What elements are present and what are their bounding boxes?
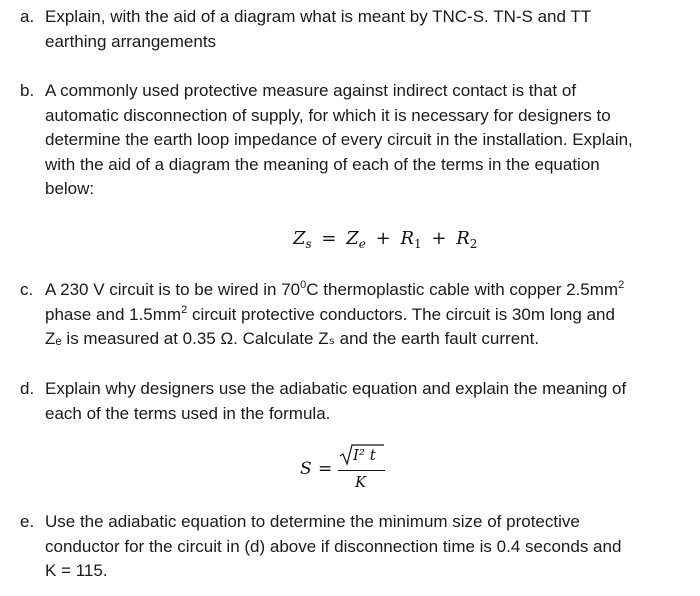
- fraction-bar: [338, 470, 385, 471]
- text-line: Zₑ is measured at 0.35 Ω. Calculate Zₛ and the earth fault current.: [45, 329, 540, 348]
- text-line: A 230 V circuit is to be wired in $70^0C$ thermoplastic cable with copper $2.5mm^2$: [45, 279, 625, 299]
- formula-equals: =: [318, 459, 333, 479]
- text-line: with the aid of a diagram the meaning of each of the terms in the equation: [45, 154, 600, 174]
- question-letter: e.: [20, 512, 35, 531]
- question-text: [45, 5, 695, 54]
- text-line: determine the earth loop impedance of every circuit in the installation. Explain,: [45, 130, 633, 149]
- formula-denominator: K: [355, 473, 367, 491]
- question-letter: d.: [20, 379, 35, 398]
- question-text: [45, 278, 695, 352]
- formula-numerator: I² t: [353, 446, 376, 464]
- text-line: each of the terms used in the formula.: [45, 403, 331, 423]
- question-text: [45, 79, 695, 202]
- question-letter: a.: [20, 7, 35, 26]
- question-letter: c.: [20, 280, 34, 299]
- text-line: earthing arrangements: [45, 31, 217, 51]
- question-text: [45, 510, 695, 584]
- text-line: below:: [45, 179, 95, 198]
- text-line: Use the adiabatic equation to determine the minimum size of protective: [45, 512, 580, 531]
- question-text: [45, 377, 695, 426]
- earth-loop-equation: $Z_s = Z_e + R_1 + R_2$: [293, 228, 478, 251]
- text-line: automatic disconnection of supply, for which it is necessary for designers to: [45, 105, 611, 125]
- text-line: Explain, with the aid of a diagram what is meant by TNC-S. TN-S and TT: [45, 7, 592, 26]
- text-line: conductor for the circuit in (d) above if disconnection time is 0.4 seconds and: [45, 536, 622, 556]
- question-letter: b.: [20, 81, 35, 100]
- text-line: Explain why designers use the adiabatic equation and explain the meaning of: [45, 379, 627, 398]
- text-line: K = 115.: [45, 561, 108, 580]
- text-line: phase and $1.5mm^2$ circuit protective conductors. The circuit is 30m long and: [45, 303, 615, 324]
- text-line: A commonly used protective measure against indirect contact is that of: [45, 81, 577, 100]
- formula-lhs: S: [300, 459, 312, 479]
